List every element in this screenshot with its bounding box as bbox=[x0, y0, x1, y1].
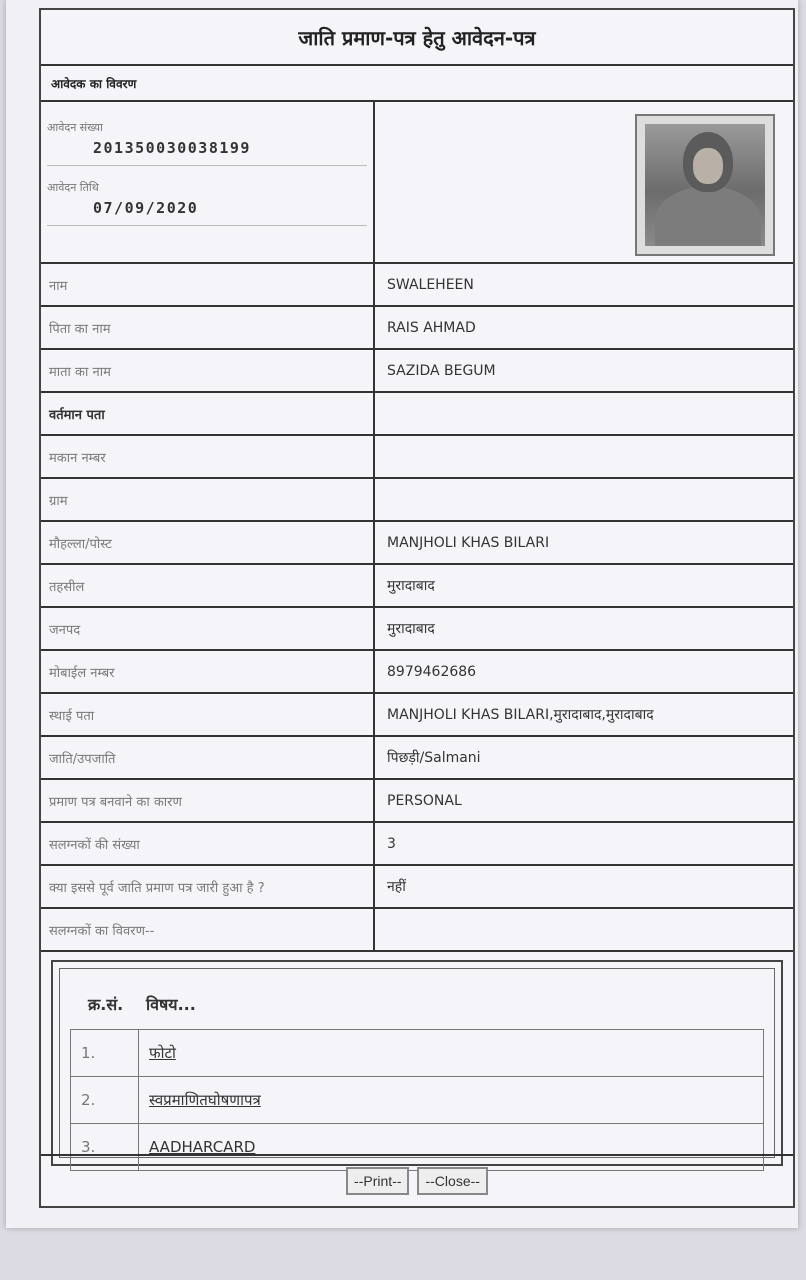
detail-row bbox=[41, 694, 793, 737]
field-value: RAIS AHMAD bbox=[387, 319, 476, 336]
field-value: मुरादाबाद bbox=[387, 578, 435, 594]
attachment-sn: 2. bbox=[71, 1077, 139, 1124]
field-value: मुरादाबाद bbox=[387, 621, 435, 637]
photo-face bbox=[693, 148, 723, 184]
detail-row bbox=[41, 522, 793, 565]
field-label: मकान नम्बर bbox=[41, 436, 375, 477]
photo-shoulders bbox=[655, 186, 761, 246]
attachments-inner bbox=[59, 968, 775, 1158]
field-value: नहीं bbox=[387, 879, 406, 895]
photo-cell bbox=[375, 102, 793, 262]
field-label: जाति/उपजाति bbox=[41, 737, 375, 778]
detail-row bbox=[41, 479, 793, 522]
attachment-link[interactable]: फोटो bbox=[139, 1030, 764, 1077]
detail-row bbox=[41, 264, 793, 307]
detail-row bbox=[41, 393, 793, 436]
field-value bbox=[375, 436, 793, 477]
close-button[interactable]: --Close-- bbox=[417, 1167, 487, 1195]
field-value bbox=[375, 393, 793, 434]
field-label: मौहल्ला/पोस्ट bbox=[41, 522, 375, 563]
field-label: नाम bbox=[41, 264, 375, 305]
attachment-row bbox=[71, 1030, 764, 1077]
form-frame bbox=[39, 8, 795, 1208]
detail-row bbox=[41, 436, 793, 479]
attachments-panel bbox=[51, 960, 783, 1166]
detail-row bbox=[41, 866, 793, 909]
detail-row bbox=[41, 350, 793, 393]
field-label: सलग्नकों का विवरण-- bbox=[41, 909, 375, 950]
detail-row bbox=[41, 737, 793, 780]
application-meta bbox=[41, 102, 375, 262]
detail-row bbox=[41, 608, 793, 651]
applicant-photo bbox=[635, 114, 775, 256]
subject-header: विषय... bbox=[146, 995, 196, 1014]
detail-row bbox=[41, 780, 793, 823]
field-value bbox=[375, 479, 793, 520]
attachment-link[interactable]: AADHARCARD bbox=[139, 1124, 764, 1171]
field-value bbox=[375, 909, 793, 950]
attachment-link[interactable]: स्वप्रमाणितघोषणापत्र bbox=[139, 1077, 764, 1124]
detail-row bbox=[41, 307, 793, 350]
field-label: मोबाईल नम्बर bbox=[41, 651, 375, 692]
divider bbox=[47, 225, 367, 226]
paper-sheet bbox=[6, 0, 798, 1228]
field-label: क्या इससे पूर्व जाति प्रमाण पत्र जारी हुआ है ? bbox=[41, 866, 375, 907]
section-title: आवेदक का विवरण bbox=[41, 66, 793, 102]
attachments-header bbox=[70, 993, 764, 1015]
detail-row bbox=[41, 651, 793, 694]
detail-row bbox=[41, 909, 793, 952]
field-label: वर्तमान पता bbox=[41, 393, 375, 434]
field-value: SAZIDA BEGUM bbox=[387, 362, 496, 379]
attachment-row bbox=[71, 1077, 764, 1124]
field-label: जनपद bbox=[41, 608, 375, 649]
field-value: पिछड़ी/Salmani bbox=[387, 750, 481, 766]
detail-rows bbox=[41, 264, 793, 952]
page-title: जाति प्रमाण-पत्र हेतु आवेदन-पत्र bbox=[41, 10, 793, 66]
applicant-header bbox=[41, 102, 793, 264]
application-number-label: आवेदन संख्या bbox=[47, 121, 103, 134]
divider bbox=[47, 165, 367, 166]
detail-row bbox=[41, 823, 793, 866]
field-label: स्थाई पता bbox=[41, 694, 375, 735]
button-bar bbox=[41, 1154, 793, 1206]
print-button[interactable]: --Print-- bbox=[346, 1167, 409, 1195]
field-label: प्रमाण पत्र बनवाने का कारण bbox=[41, 780, 375, 821]
detail-row bbox=[41, 565, 793, 608]
field-label: सलग्नकों की संख्या bbox=[41, 823, 375, 864]
field-value: SWALEHEEN bbox=[387, 276, 474, 293]
field-value: PERSONAL bbox=[387, 792, 462, 809]
field-label: पिता का नाम bbox=[41, 307, 375, 348]
attachment-sn: 1. bbox=[71, 1030, 139, 1077]
attachment-sn: 3. bbox=[71, 1124, 139, 1171]
field-label: ग्राम bbox=[41, 479, 375, 520]
application-date-value: 07/09/2020 bbox=[93, 199, 199, 217]
field-value: 3 bbox=[387, 835, 396, 852]
field-value: MANJHOLI KHAS BILARI bbox=[387, 534, 550, 551]
application-date-label: आवेदन तिथि bbox=[47, 181, 99, 194]
field-label: तहसील bbox=[41, 565, 375, 606]
application-number-value: 201350030038199 bbox=[93, 139, 251, 157]
attachments-table bbox=[70, 1029, 764, 1171]
photo-image bbox=[645, 124, 765, 246]
field-value: MANJHOLI KHAS BILARI,मुरादाबाद,मुरादाबाद bbox=[387, 707, 654, 723]
sn-header: क्र.सं. bbox=[88, 995, 124, 1014]
field-label: माता का नाम bbox=[41, 350, 375, 391]
field-value: 8979462686 bbox=[387, 663, 477, 680]
